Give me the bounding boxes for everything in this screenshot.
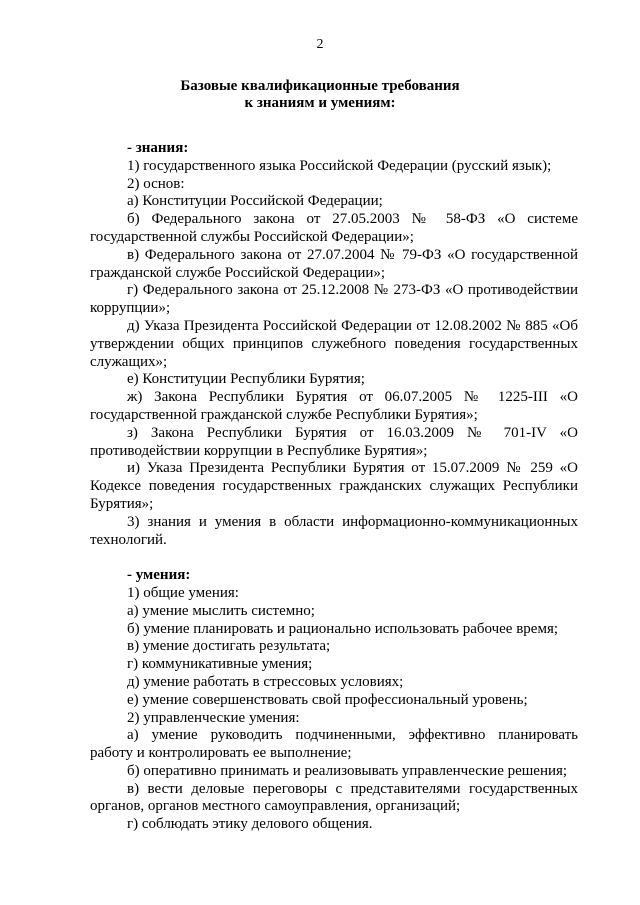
skills-item: а) умение мыслить системно; [127,602,315,619]
knowledge-heading: - знания: [127,140,189,156]
knowledge-item: а) Конституции Российской Федерации; [127,193,383,210]
skills-item: г) коммуникативные умения; [127,656,313,673]
skills-item: а) умение руководить подчиненными, эффективно планировать работу и контролировать ее выполнение; [90,727,578,762]
skills-item: д) умение работать в стрессовых условиях; [127,673,404,690]
knowledge-item: д) Указа Президента Российской Федерации от 12.08.2002 № 885 «Об утверждении общих принципов служебного поведения государственных служащих»; [90,317,578,370]
knowledge-item: г) Федерального закона от 25.12.2008 № 273-ФЗ «О противодействии коррупции»; [90,282,578,317]
knowledge-item: е) Конституции Республики Бурятия; [127,371,365,388]
skills-item: в) умение достигать результата; [127,638,331,655]
knowledge-item: 2) основ: [127,175,185,192]
skills-heading: - умения: [127,567,191,584]
knowledge-item: з) Закона Республики Бурятия от 16.03.2009 № 701-IV «О противодействии коррупции в Республике Бурятия»; [90,424,578,459]
knowledge-item: ж) Закона Республики Бурятия от 06.07.2005 № 1225-III «О государственной гражданской службе Республики Бурятия»; [90,389,578,423]
knowledge-item: 3) знания и умения в области информационно-коммуникационных технологий. [90,513,578,548]
skills-item: 1) общие умения: [127,584,239,601]
section-spacer [90,549,578,567]
knowledge-item: в) Федерального закона от 27.07.2004 № 79-ФЗ «О государственной гражданской службе Российской Федерации»; [90,246,578,281]
skills-item: г) соблюдать этику делового общения. [127,816,373,833]
title-line-2: к знаниям и умениям: [244,95,396,111]
skills-item: в) вести деловые переговоры с представителями государственных органов, органов местного самоуправления, организаций; [90,780,578,815]
knowledge-item: б) Федерального закона от 27.05.2003 № 58-ФЗ «О системе государственной службы Российской Федерации»; [90,211,578,245]
skills-item: 2) управленческие умения: [127,709,300,726]
page-number: 2 [316,37,324,52]
skills-item: е) умение совершенствовать свой профессиональный уровень; [127,691,528,708]
skills-item: б) оперативно принимать и реализовывать управленческие решения; [127,762,568,779]
knowledge-item: и) Указа Президента Республики Бурятия от 15.07.2009 № 259 «О Кодексе поведения государственных гражданских служащих Республики Бурятия»; [90,460,578,512]
document-title [0,78,640,112]
knowledge-item: 1) государственного языка Российской Федерации (русский язык); [127,157,552,174]
document-body [90,140,578,834]
title-line-1: Базовые квалификационные требования [180,78,460,94]
skills-item: б) умение планировать и рационально использовать рабочее время; [127,620,559,637]
